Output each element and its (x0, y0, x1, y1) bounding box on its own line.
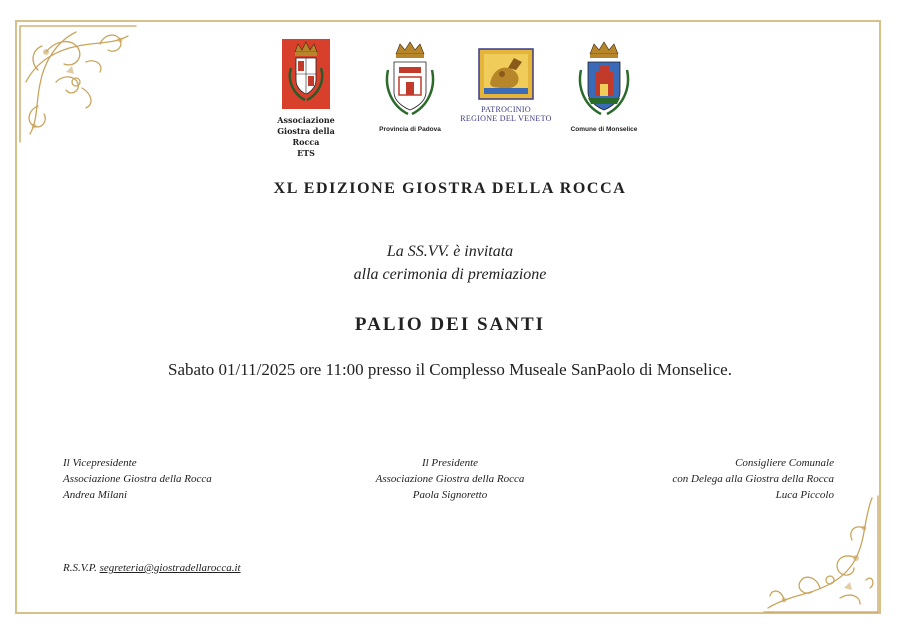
edition-title: XL EDIZIONE GIOSTRA DELLA ROCCA (273, 180, 627, 197)
invitation-line2: alla cerimonia di premiazione (353, 266, 547, 283)
signatory-role: Consigliere Comunale (735, 457, 834, 469)
ornament-top-left-icon (16, 22, 141, 147)
signatory-role: Il Presidente (421, 457, 479, 469)
padova-caption: Provincia di Padova (379, 126, 441, 133)
veneto-caption-line2: REGIONE DEL VENETO (460, 114, 552, 123)
event-title: PALIO DEI SANTI (354, 314, 546, 335)
rsvp-email-link[interactable]: segreteria@giostradellarocca.it (99, 562, 241, 574)
signatory-name: Luca Piccolo (775, 489, 834, 501)
signatory-role: Il Vicepresidente (63, 457, 137, 469)
association-name-line1: Associazione (277, 115, 335, 125)
signatory-name: Andrea Milani (63, 489, 128, 501)
veneto-caption-line1: PATROCINIO (481, 105, 531, 114)
association-name-line2: Giostra della Rocca (277, 126, 335, 147)
rsvp-label: R.S.V.P. (63, 562, 97, 574)
monselice-crest-icon (573, 40, 635, 120)
rsvp-line (63, 562, 241, 574)
padova-crest-icon (380, 40, 440, 120)
veneto-logo (460, 48, 552, 123)
association-name-line3: ETS (297, 148, 315, 158)
event-details: Sabato 01/11/2025 ore 11:00 presso il Complesso Museale SanPaolo di Monselice. (168, 360, 732, 379)
association-logo (266, 38, 346, 159)
signatory-org: con Delega alla Giostra della Rocca (672, 473, 834, 485)
monselice-caption: Comune di Monselice (570, 126, 638, 133)
association-crest-icon (281, 38, 331, 110)
veneto-lion-icon (478, 48, 534, 100)
signatory-vicepresident (63, 455, 303, 503)
signatory-org: Associazione Giostra della Rocca (375, 473, 525, 485)
signatory-name: Paola Signoretto (412, 489, 488, 501)
invitation-text (0, 240, 900, 286)
signatory-org: Associazione Giostra della Rocca (63, 473, 212, 485)
ornament-bottom-right-icon (760, 488, 882, 616)
signatory-president (330, 455, 570, 503)
monselice-logo (570, 40, 638, 134)
invitation-line1: La SS.VV. è invitata (386, 243, 514, 260)
padova-logo (378, 40, 442, 134)
signatory-councillor (594, 455, 834, 503)
